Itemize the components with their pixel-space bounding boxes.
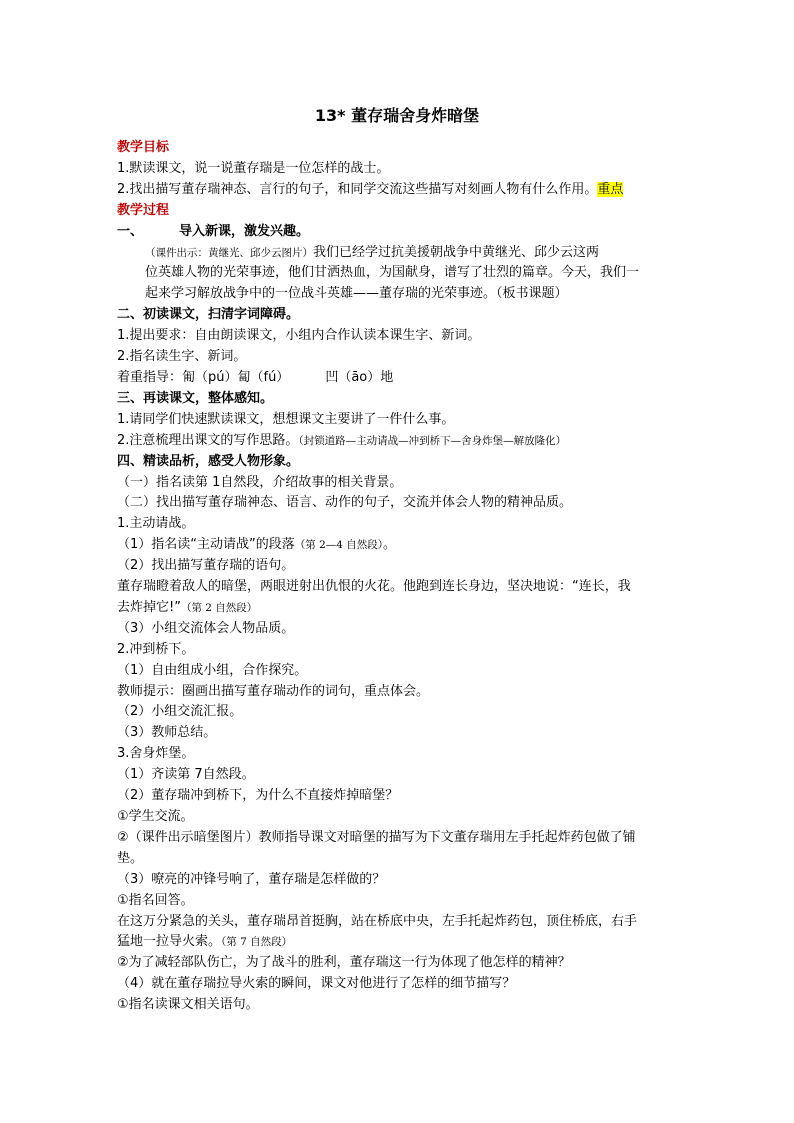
- section-4-line-25: （4）就在董存瑞拉导火索的瞬间，课文对他进行了怎样的细节描写？: [117, 976, 516, 992]
- section-3-heading: 三、再读课文，整体感知。: [117, 390, 274, 406]
- pronunciation-guide: [117, 368, 677, 389]
- section-4-line-4-text: （1）指名读“主动请战”的段落: [117, 537, 295, 553]
- section-4-line-23: [117, 932, 677, 953]
- pronunciation-a: 着重指导：匍（pú）匐（fú）: [117, 369, 290, 385]
- section-4-line-20: （3）嘹亮的冲锋号响了，董存瑞是怎样做的？: [117, 871, 386, 887]
- section-3-item-2-text: 2.注意梳理出课文的写作思路。: [117, 432, 299, 448]
- section-4-line-7-text: 去炸掉它!”: [117, 599, 181, 615]
- section-4-line-26: ①指名读课文相关语句。: [117, 997, 259, 1013]
- section-4-line-2: （二）找出描写董存瑞神态、语言、动作的句子，交流并体会人物的精神品质。: [117, 495, 573, 511]
- section-4-line-11: 教师提示：圈画出描写董存瑞动作的词句，重点体会。: [117, 683, 430, 699]
- section-4-line-22: 在这万分紧急的关头，董存瑞昂首挺胸，站在桥底中央，左手托起炸药包，顶住桥底，右手: [117, 913, 638, 929]
- process-heading: 教学过程: [117, 202, 170, 218]
- section-2-item-2: 2.指名读生字、新词。: [117, 349, 247, 365]
- paragraph-ref-note-2: （第 2 自然段）: [180, 601, 258, 614]
- section-4-line-19: 垫。: [117, 850, 144, 866]
- section-4-line-9: 2.冲到桥下。: [117, 641, 195, 657]
- section-4-line-12: （2）小组交流汇报。: [117, 704, 243, 720]
- courseware-note: （课件出示：黄继光、邱少云图片）: [145, 246, 313, 259]
- lesson-plan-page: [117, 104, 677, 1016]
- section-4-line-13: （3）教师总结。: [117, 725, 217, 741]
- section-1-para-text-1: 我们已经学过抗美援朝战争中黄继光、邱少云这两: [313, 244, 600, 260]
- key-point-badge: 重点: [597, 181, 624, 197]
- paragraph-ref-note-3: （第 7 自然段）: [221, 936, 293, 949]
- section-2-item-1: 1.提出要求：自由朗读课文，小组内合作认读本课生字、新词。: [117, 328, 481, 344]
- section-4-line-6: 董存瑞瞪着敌人的暗堡，两眼迸射出仇恨的火花。他跑到连长身边，坚决地说：“连长，我: [117, 579, 631, 595]
- section-2-heading: 二、初读课文，扫清字词障碍。: [117, 307, 300, 323]
- section-4-line-15: （1）齐读第 7自然段。: [117, 767, 255, 783]
- section-1-heading: [117, 222, 677, 243]
- section-1-para-line-3: 起来学习解放战争中的一位战斗英雄——董存瑞的光荣事迹。（板书课题）: [145, 286, 568, 302]
- goal-item-1: 1.默读课文，说一说董存瑞是一位怎样的战士。: [117, 160, 390, 176]
- section-4-line-21: ①指名回答。: [117, 892, 194, 908]
- section-4-line-10: （1）自由组成小组，合作探究。: [117, 662, 308, 678]
- section-4-heading: 四、精读品析，感受人物形象。: [117, 453, 300, 469]
- section-1-para-line-1: [117, 243, 677, 264]
- section-4-line-17: ①学生交流。: [117, 809, 194, 824]
- section-4-line-3: 1.主动请战。: [117, 516, 195, 532]
- writing-outline-note: （封锁道路—主动请战—冲到桥下—舍身炸堡—解放隆化）: [298, 434, 567, 447]
- goal-item-2-text: 2.找出描写董存瑞神态、言行的句子，和同学交流这些描写对刻画人物有什么作用。: [117, 181, 598, 197]
- section-4-line-18: ②（课件出示暗堡图片）教师指导课文对暗堡的描写为下文董存瑞用左手托起炸药包做了铺: [117, 829, 636, 845]
- section-4-line-5: （2）找出描写董存瑞的语句。: [117, 558, 295, 574]
- section-4-line-8: （3）小组交流体会人物品质。: [117, 620, 295, 636]
- section-4-line-1: （一）指名读第 1自然段，介绍故事的相关背景。: [117, 474, 403, 490]
- pronunciation-b: 凹（āo）地: [325, 369, 394, 385]
- section-4-line-24: ②为了减轻部队伤亡，为了战斗的胜利，董存瑞这一行为体现了他怎样的精神？: [117, 955, 571, 971]
- section-4-line-4: [117, 535, 677, 556]
- paragraph-ref-note-1: （第 2—4 自然段）: [294, 539, 384, 552]
- goals-heading: 教学目标: [117, 140, 170, 155]
- section-4-line-23-text: 猛地一拉导火索。: [117, 934, 222, 950]
- section-1-title: 导入新课，激发兴趣。: [179, 223, 310, 239]
- section-3-item-1: 1.请同学们快速默读课文，想想课文主要讲了一件什么事。: [117, 411, 455, 427]
- section-3-item-2: [117, 431, 677, 452]
- goal-item-2: [117, 180, 677, 201]
- section-4-line-4-end: 。: [383, 537, 397, 553]
- section-1-para-line-2: 位英雄人物的光荣事迹，他们甘洒热血，为国献身，谱写了壮烈的篇章。今天，我们一: [145, 265, 640, 281]
- page-title: 13* 董存瑞舍身炸暗堡: [314, 106, 480, 125]
- section-4-line-16: （2）董存瑞冲到桥下，为什么不直接炸掉暗堡？: [117, 788, 399, 804]
- section-4-line-14: 3.舍身炸堡。: [117, 746, 195, 762]
- section-1-number: 一、: [117, 223, 144, 239]
- section-4-line-7: [117, 598, 677, 619]
